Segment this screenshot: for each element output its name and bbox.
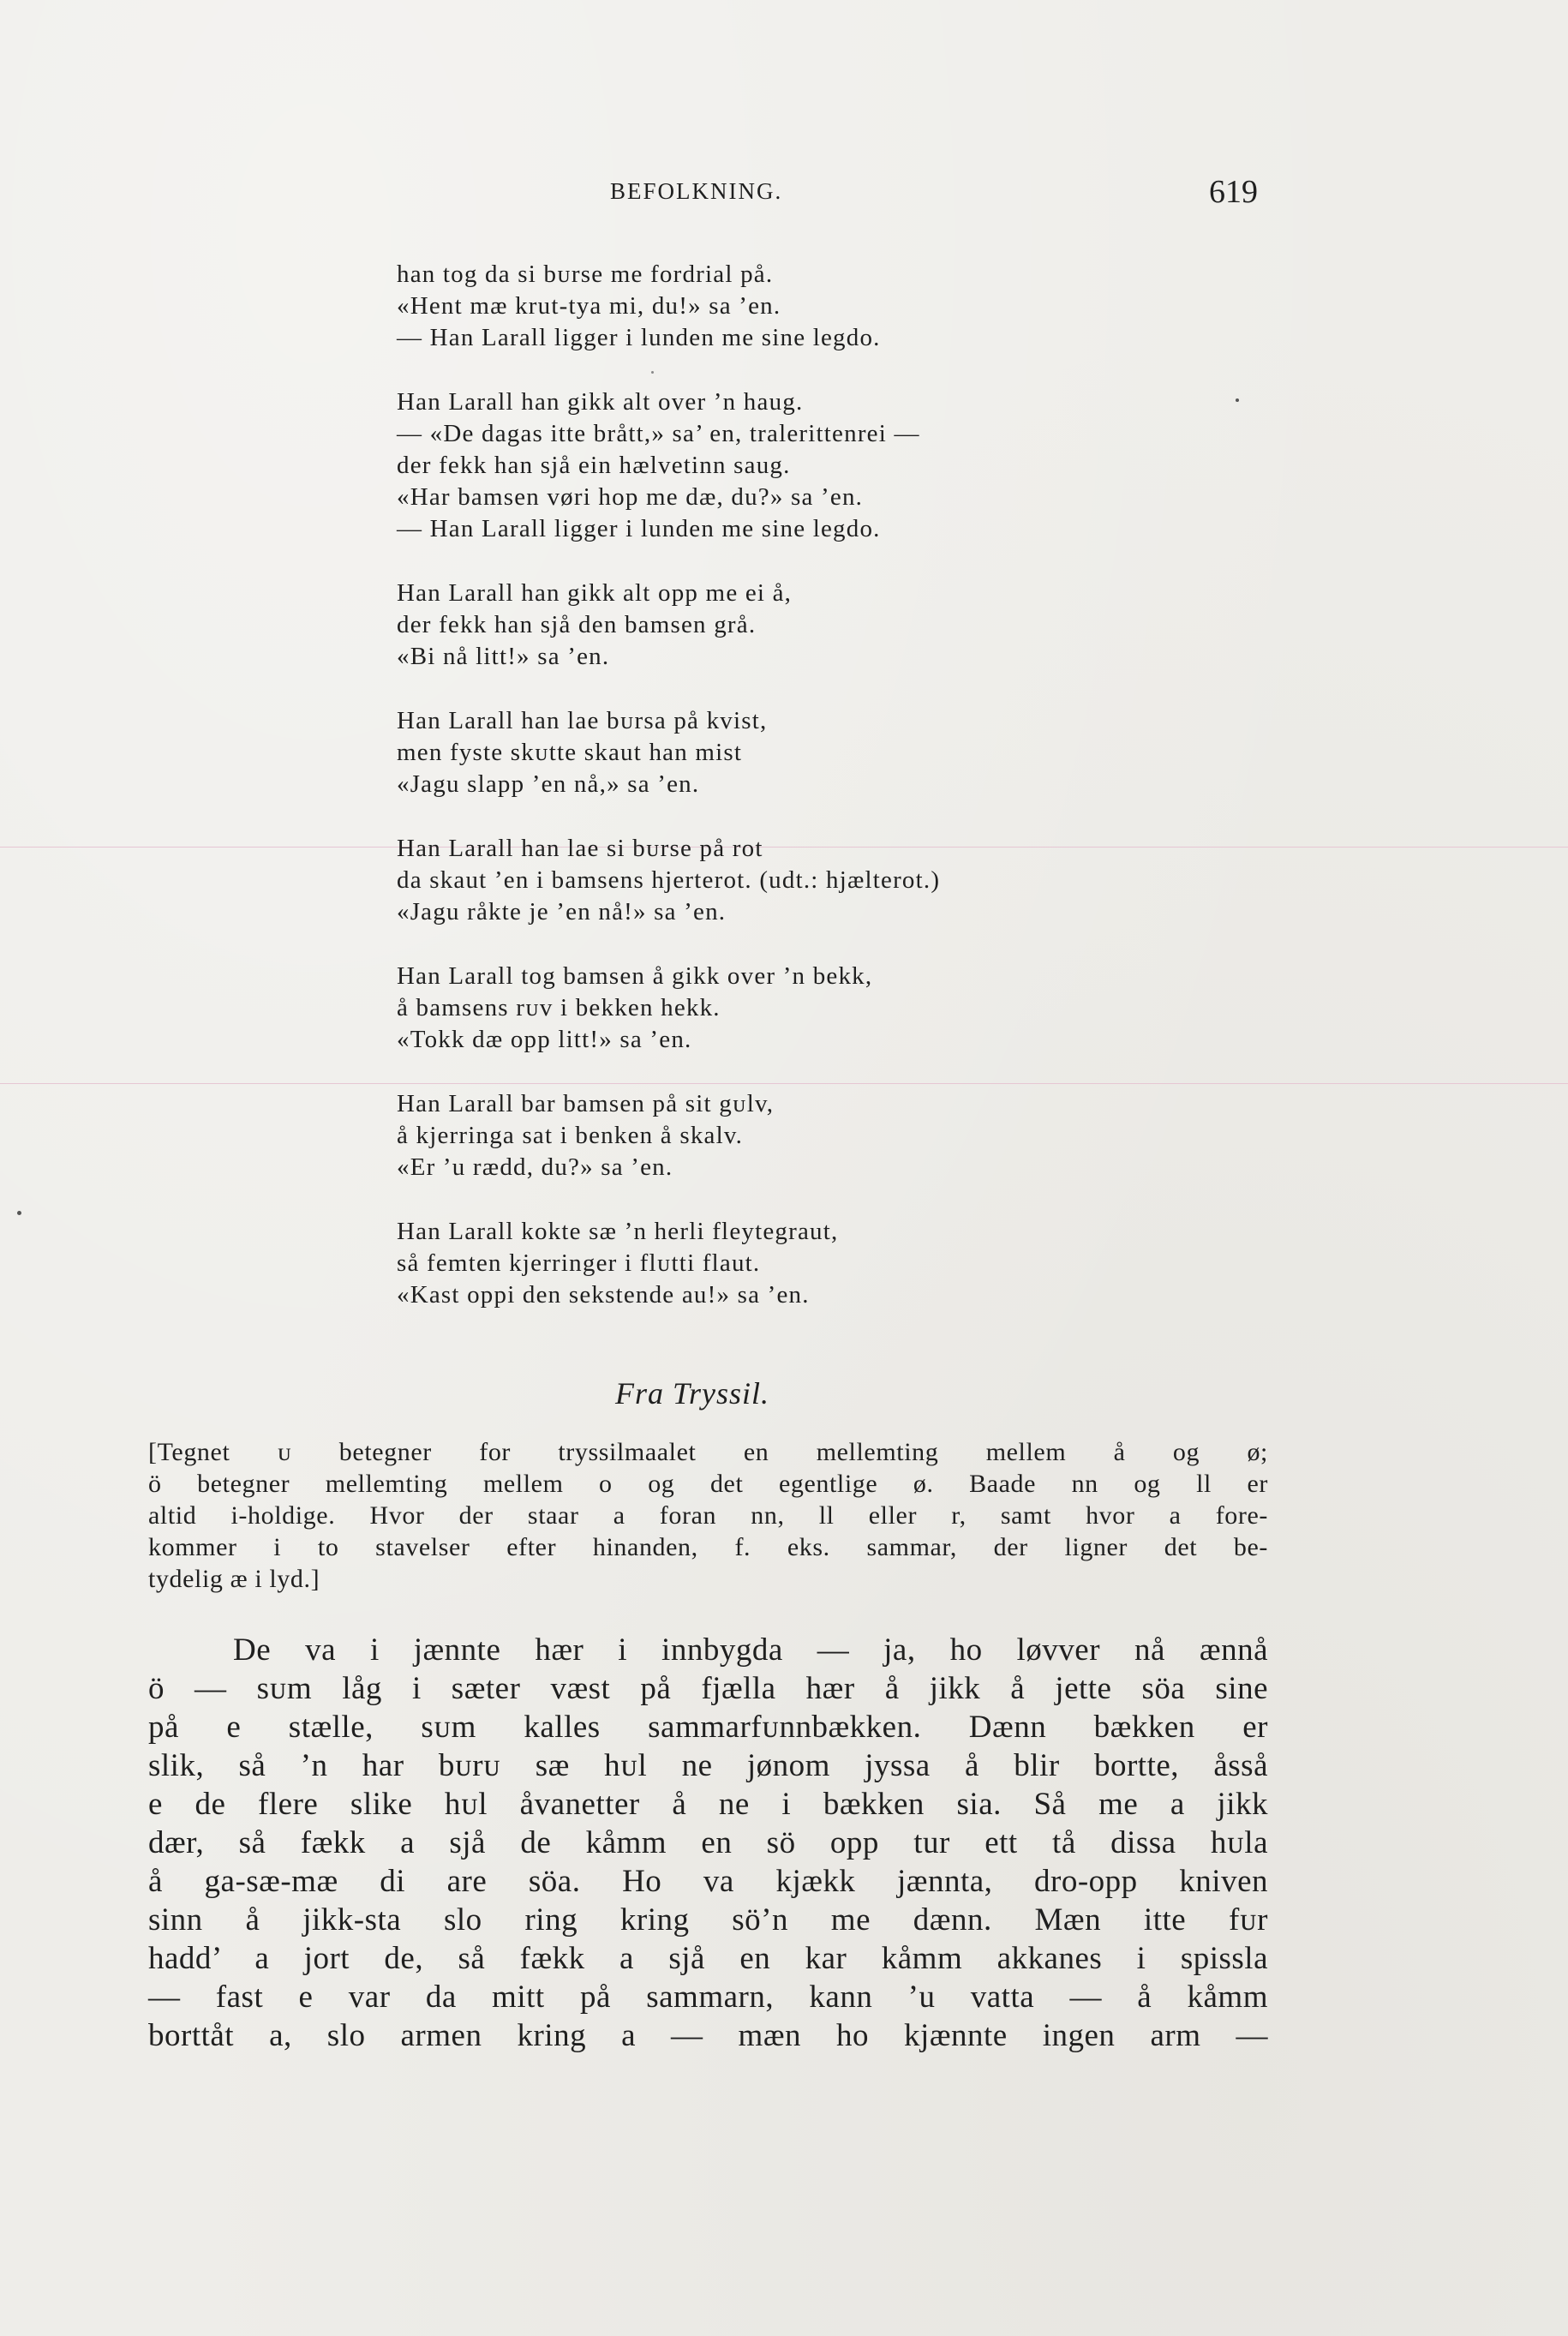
prose-line: slik, så ’n har bᴜrᴜ sæ hᴜl ne jønom jyssa å blir bortte, åsså [148,1748,1268,1783]
poem-line: «Har bamsen vøri hop me dæ, du?» sa ’en. [397,483,864,511]
stanza [397,1216,1254,1311]
prose-line: e de flere slike hᴜl åvanetter å ne i bækken sia. Så me a jikk [148,1787,1268,1822]
poem-line: «Bi nå litt!» sa ’en. [397,643,610,670]
prose-line: sinn å jikk-sta slo ring kring sö’n me dænn. Mæn itte fᴜr [148,1902,1268,1938]
stanza [397,1088,1254,1183]
note-line: altid i-holdige. Hvor der staar a foran nn, ll eller r, samt hvor a fore- [148,1501,1268,1530]
note-line: ö betegner mellemting mellem o og det egentlige ø. Baade nn og ll er [148,1470,1268,1498]
editorial-note [148,1436,1268,1595]
prose-line: — fast e var da mitt på sammarn, kann ’u vatta — å kåmm [148,1980,1268,2015]
stanza [397,705,1254,800]
poem-line: — «De dagas itte brått,» sa’ en, tralerittenrei — [397,420,920,447]
poem-line: Han Larall han gikk alt over ’n haug. [397,388,804,416]
poem-line: — Han Larall ligger i lunden me sine legdo. [397,324,881,351]
prose-line: ö — sᴜm låg i sæter væst på fjælla hær å jikk å jette söa sine [148,1671,1268,1706]
poem-line: han tog da si bᴜrse me fordrial på. [397,261,774,288]
stanza [397,961,1254,1056]
poem-line: men fyste skᴜtte skaut han mist [397,739,743,766]
prose-line: å ga-sæ-mæ di are söa. Ho va kjækk jænnta, dro-opp kniven [148,1864,1268,1899]
note-line: [Tegnet ᴜ betegner for tryssilmaalet en mellemting mellem å og ø; [148,1438,1268,1466]
prose-line: dær, så fækk a sjå de kåmm en sö opp tur ett tå dissa hᴜla [148,1825,1268,1860]
poem [397,259,1254,1344]
poem-line: «Er ’u rædd, du?» sa ’en. [397,1153,673,1181]
prose-paragraph [148,1631,1268,2055]
poem-line: der fekk han sjå den bamsen grå. [397,611,757,638]
poem-line: Han Larall han lae si bᴜrse på rot [397,835,763,862]
poem-line: der fekk han sjå ein hælvetinn saug. [397,452,791,479]
poem-line: «Jagu råkte je ’en nå!» sa ’en. [397,898,727,925]
ink-speck [17,1211,21,1215]
ink-speck [1236,398,1239,402]
stanza [397,833,1254,928]
ink-speck [651,371,654,374]
running-header: BEFOLKNING. [610,178,783,204]
page-number: 619 [1209,174,1258,210]
poem-line: Han Larall bar bamsen på sit gᴜlv, [397,1090,775,1117]
stanza [397,386,1254,545]
poem-line: Han Larall kokte sæ ’n herli fleytegraut, [397,1218,839,1245]
prose-line: borttåt a, slo armen kring a — mæn ho kjænnte ingen arm — [148,2018,1268,2053]
poem-line: «Kast oppi den sekstende au!» sa ’en. [397,1281,810,1309]
poem-line: Han Larall han lae bᴜrsa på kvist, [397,707,768,734]
poem-line: Han Larall han gikk alt opp me ei å, [397,579,793,607]
stanza [397,259,1254,354]
section-heading: Fra Tryssil. [615,1376,770,1411]
note-line: tydelig æ i lyd.] [148,1565,320,1593]
prose-line: De va i jænnte hær i innbygda — ja, ho løvver nå ænnå [233,1632,1268,1668]
poem-line: «Hent mæ krut-tya mi, du!» sa ’en. [397,292,781,320]
poem-line: «Tokk dæ opp litt!» sa ’en. [397,1026,692,1053]
poem-line: — Han Larall ligger i lunden me sine legdo. [397,515,881,542]
prose-line: på e stælle, sᴜm kalles sammarfᴜnnbækken. Dænn bækken er [148,1710,1268,1745]
note-line: kommer i to stavelser efter hinanden, f. eks. sammar, der ligner det be- [148,1533,1268,1561]
poem-line: da skaut ’en i bamsens hjerterot. (udt.: hjælterot.) [397,866,941,894]
poem-line: å bamsens rᴜv i bekken hekk. [397,994,721,1021]
poem-line: «Jagu slapp ’en nå,» sa ’en. [397,770,700,798]
poem-line: så femten kjerringer i flᴜtti flaut. [397,1249,761,1277]
poem-line: Han Larall tog bamsen å gikk over ’n bekk, [397,962,873,990]
poem-line: å kjerringa sat i benken å skalv. [397,1122,744,1149]
prose-line: hadd’ a jort de, så fækk a sjå en kar kåmm akkanes i spissla [148,1941,1268,1976]
stanza [397,578,1254,673]
